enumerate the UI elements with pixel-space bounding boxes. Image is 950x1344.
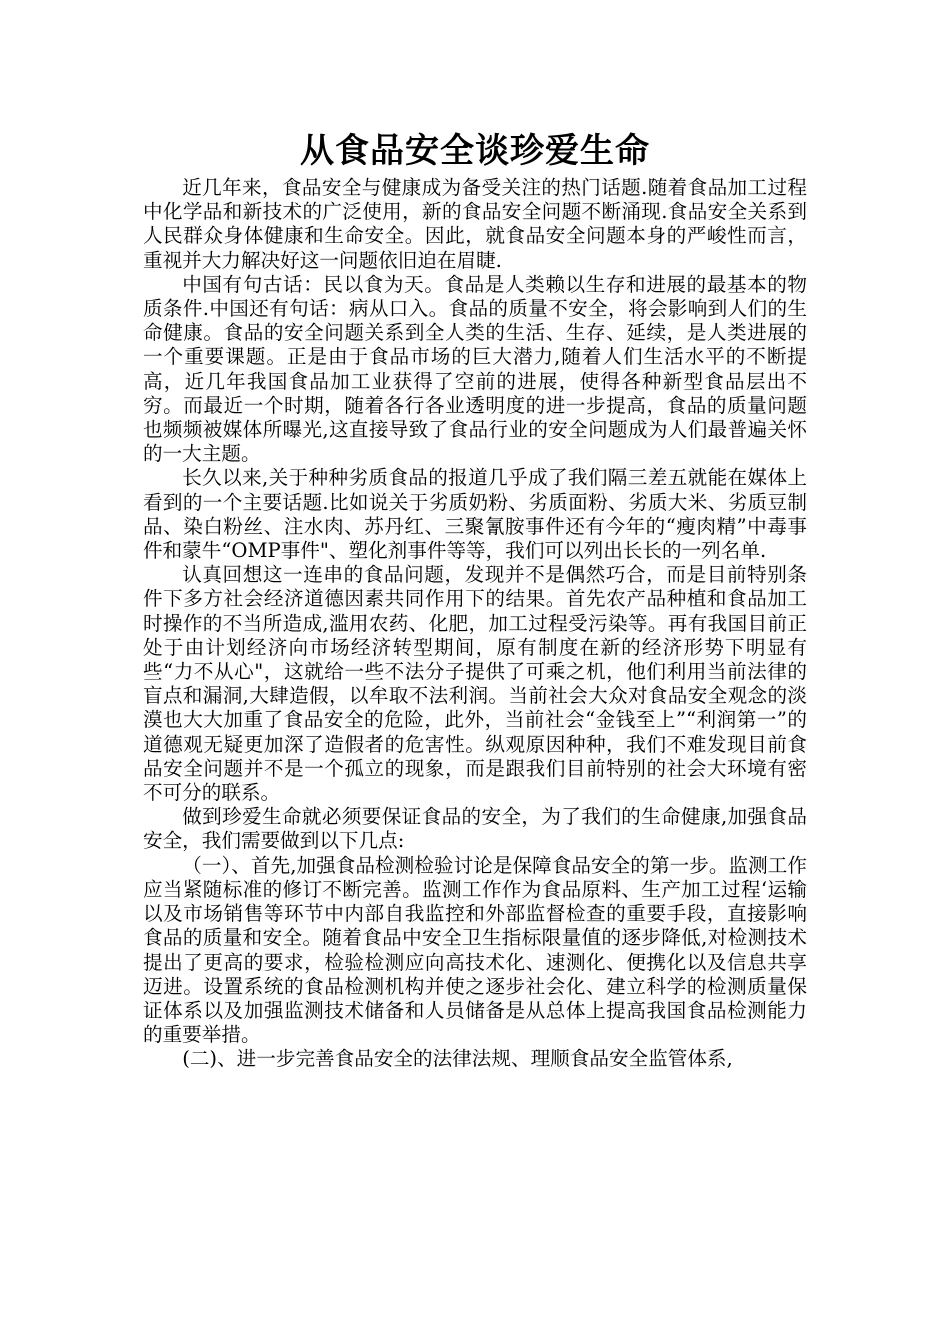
paragraph-causes: 认真回想这一连串的食品问题，发现并不是偶然巧合，而是目前特别条件下多方社会经济道德因素共同作用下的结果。首先农产品种植和食品加工时操作的不当所造成,滥用农药、化肥，加工过程受污染等。再有我国目前正处于由计划经济向市场经济转型期间，原有制度在新的经济形势下明显有些“力不从心"，这就给一些不法分子提供了可乘之机，他们利用当前法律的盲点和漏洞,大肆造假，以牟取不法利润。当前社会大众对食品安全观念的淡漠也大大加重了食品安全的危险，此外，当前社会“金钱至上”“利润第一”的道德观无疑更加深了造假者的危害性。纵观原因种种，我们不难发现目前食品安全问题并不是一个孤立的现象，而是跟我们目前特别的社会大环境有密不可分的联系。 bbox=[143, 563, 807, 805]
paragraph-intro: 近几年来，食品安全与健康成为备受关注的热门话题.随着食品加工过程中化学品和新技术的广泛使用，新的食品安全问题不断涌现.食品安全关系到人民群众身体健康和生命安全。因此，就食品安全问题本身的严峻性而言，重视并大力解决好这一问题依旧迫在眉睫. bbox=[143, 176, 807, 272]
document-title: 从食品安全谈珍爱生命 bbox=[300, 131, 650, 171]
paragraph-measure-two: (二)、进一步完善食品安全的法律法规、理顺食品安全监管体系, bbox=[182, 1047, 733, 1071]
paragraph-measures-intro: 做到珍爱生命就必须要保证食品的安全，为了我们的生命健康,加强食品安全，我们需要做到以下几点: bbox=[143, 805, 807, 853]
paragraph-proverb: 中国有句古话：民以食为天。食品是人类赖以生存和进展的最基本的物质条件.中国还有句话：病从口入。食品的质量不安全，将会影响到人们的生命健康。食品的安全问题关系到全人类的生活、生存、延续，是人类进展的一个重要课题。正是由于食品市场的巨大潜力,随着人们生活水平的不断提高，近几年我国食品加工业获得了空前的进展，使得各种新型食品层出不穷。而最近一个时期，随着各行各业透明度的进一步提高，食品的质量问题也频频被媒体所曝光,这直接导致了食品行业的安全问题成为人们最普遍关怀的一大主题。 bbox=[143, 272, 807, 466]
paragraph-reports: 长久以来,关于种种劣质食品的报道几乎成了我们隔三差五就能在媒体上看到的一个主要话题.比如说关于劣质奶粉、劣质面粉、劣质大米、劣质豆制品、染白粉丝、注水肉、苏丹红、三聚氰胺事件还有今年的“瘦肉精”中毒事件和蒙牛“OMP事件"、塑化剂事件等等，我们可以列出长长的一列名单. bbox=[143, 466, 807, 563]
paragraph-measure-one: （一）、首先,加强食品检测检验讨论是保障食品安全的第一步。监测工作应当紧随标准的修订不断完善。监测工作作为食品原料、生产加工过程‘运输以及市场销售等环节中内部自我监控和外部监督检查的重要手段，直接影响食品的质量和安全。随着食品中安全卫生指标限量值的逐步降低,对检测技术提出了更高的要求，检验检测应向高技术化、速测化、便携化以及信息共享迈进。设置系统的食品检测机构并使之逐步社会化、建立科学的检测质量保证体系以及加强监测技术储备和人员储备是从总体上提高我国食品检测能力的重要举措。 bbox=[143, 853, 807, 1047]
document-page bbox=[143, 128, 807, 1072]
